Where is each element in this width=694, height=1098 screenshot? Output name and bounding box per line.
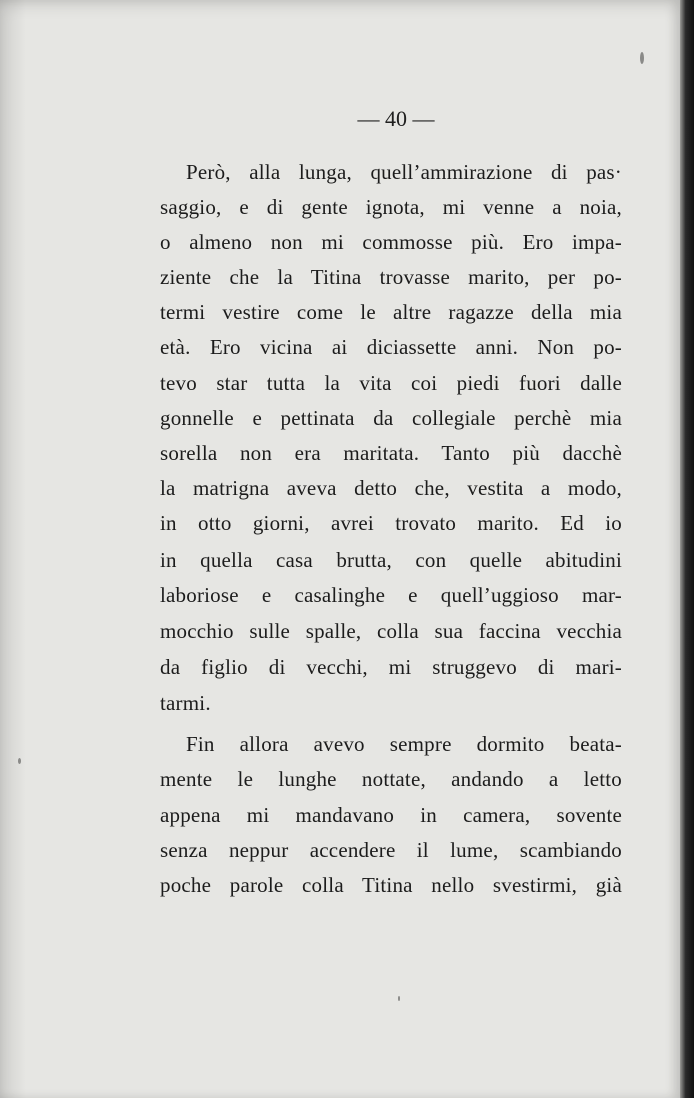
text-line: tarmi.	[160, 691, 211, 715]
text-line: poche parole colla Titina nello svestirmi, già	[160, 873, 622, 897]
text-line: saggio, e di gente ignota, mi venne a noia,	[160, 195, 622, 219]
text-line: mente le lunghe nottate, andando a letto	[160, 767, 622, 791]
text-line: da figlio di vecchi, mi struggevo di mari-	[160, 655, 622, 679]
page-number: — 40 —	[357, 106, 435, 131]
paper-speck	[398, 996, 400, 1001]
text-line: in otto giorni, avrei trovato marito. Ed io	[160, 511, 622, 535]
text-line: Però, alla lunga, quell’ammirazione di pas·	[186, 160, 622, 184]
text-line: età. Ero vicina ai diciassette anni. Non po-	[160, 335, 622, 359]
text-line: o almeno non mi commosse più. Ero impa-	[160, 230, 622, 254]
paper-speck	[18, 758, 21, 764]
binding-shadow	[0, 0, 26, 1098]
text-line: appena mi mandavano in camera, sovente	[160, 803, 622, 827]
paper-speck	[640, 52, 644, 64]
text-line: gonnelle e pettinata da collegiale perchè mia	[160, 406, 622, 430]
text-line: mocchio sulle spalle, colla sua faccina vecchia	[160, 619, 622, 643]
text-line: tevo star tutta la vita coi piedi fuori dalle	[160, 371, 622, 395]
text-line: senza neppur accendere il lume, scambiando	[160, 838, 622, 862]
text-line: sorella non era maritata. Tanto più dacchè	[160, 441, 622, 465]
text-line: Fin allora avevo sempre dormito beata-	[186, 732, 622, 756]
text-line: laboriose e casalinghe e quell’uggioso mar-	[160, 583, 622, 607]
page-edge	[680, 0, 694, 1098]
text-line: in quella casa brutta, con quelle abitudini	[160, 548, 622, 572]
text-line: ziente che la Titina trovasse marito, per po-	[160, 265, 622, 289]
text-line: la matrigna aveva detto che, vestita a modo,	[160, 476, 622, 500]
text-line: termi vestire come le altre ragazze della mia	[160, 300, 622, 324]
